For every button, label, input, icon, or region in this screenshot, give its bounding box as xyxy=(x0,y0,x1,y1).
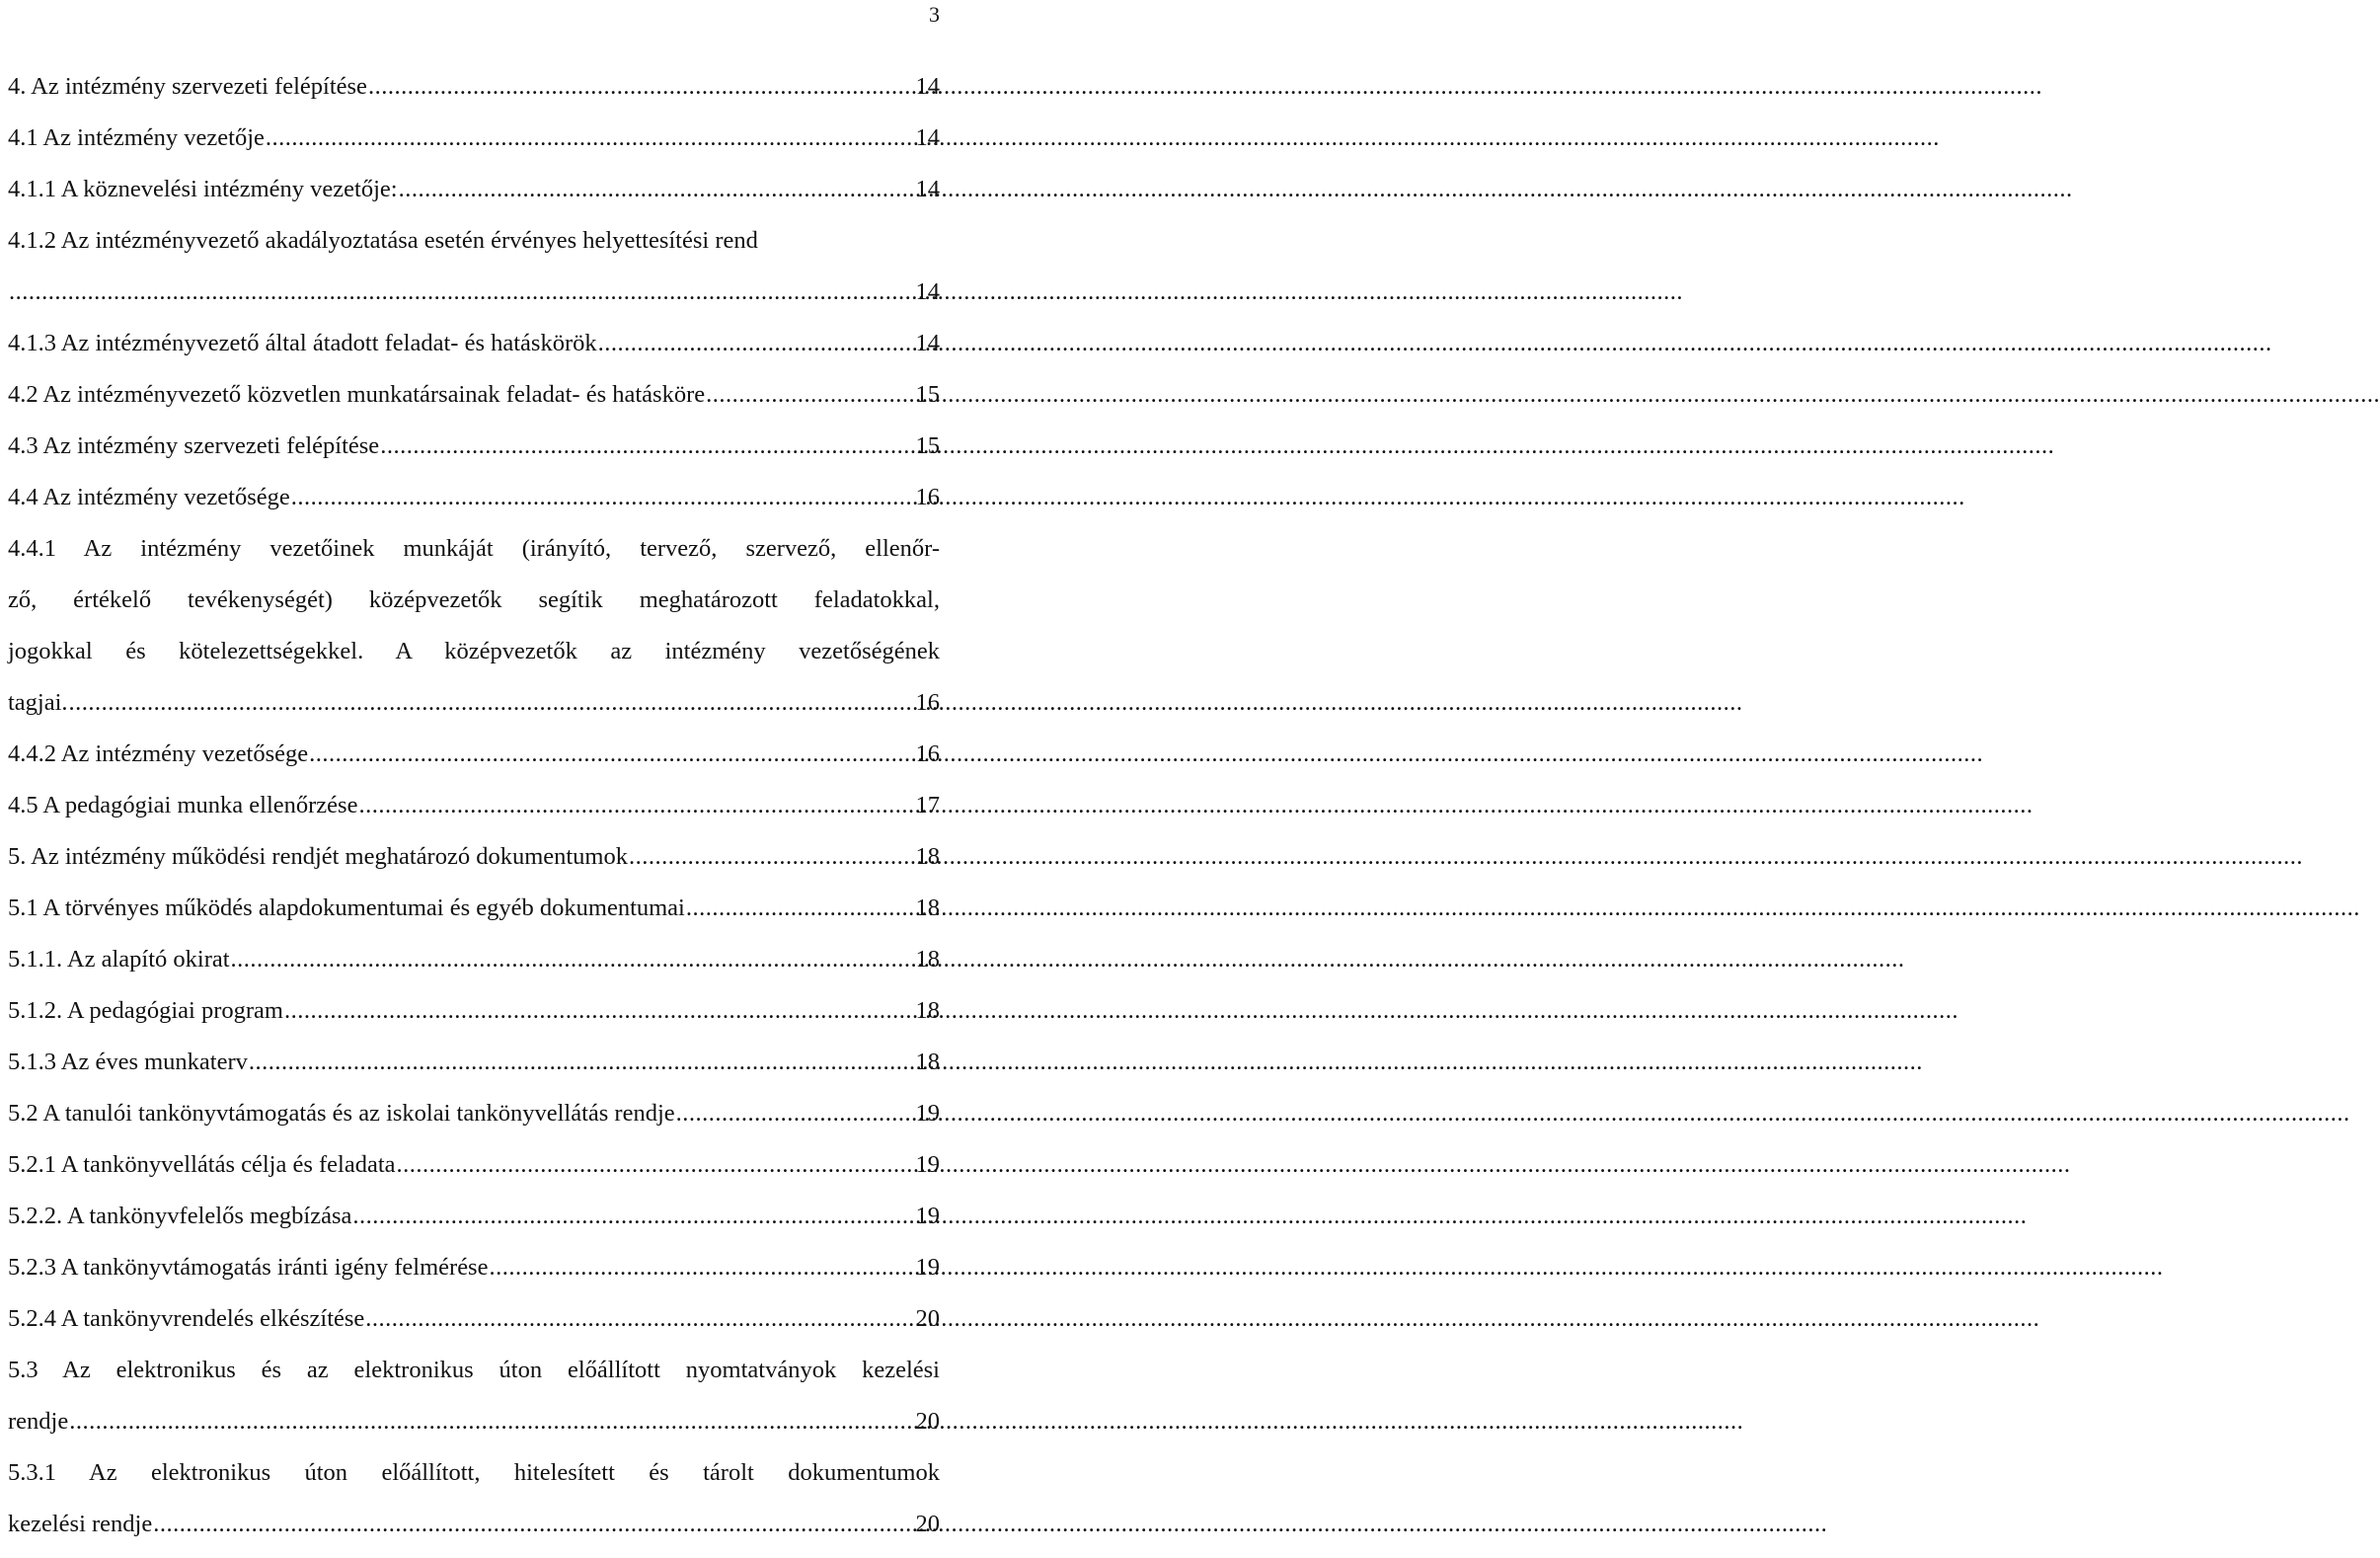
toc-page-number: 20 xyxy=(915,1305,940,1332)
toc-entry-title: 5.1 A törvényes működés alapdokumentumai és egyéb dokumentumai xyxy=(8,895,685,921)
toc-page-number: 16 xyxy=(915,689,940,716)
dot-leader xyxy=(629,831,915,883)
dot-leader xyxy=(489,1242,914,1293)
toc-page-number: 19 xyxy=(915,1100,940,1127)
toc-entry-title-line: 4.4.1 Az intézmény vezetőinek munkáját (irányító, tervező, szervező, ellenőr- xyxy=(8,535,940,562)
toc-page-number: 18 xyxy=(915,1049,940,1075)
toc-page-number: 14 xyxy=(915,278,940,305)
toc-entry[interactable] xyxy=(8,831,940,883)
toc-page-number: 20 xyxy=(915,1408,940,1435)
toc-entry[interactable] xyxy=(8,1242,940,1293)
toc-entry[interactable] xyxy=(8,113,940,164)
toc-entry[interactable] xyxy=(8,780,940,831)
toc-entry[interactable] xyxy=(8,421,940,472)
toc-entry-title: 4.4.2 Az intézmény vezetősége xyxy=(8,740,309,767)
toc-entry-continuation[interactable] xyxy=(8,1499,940,1550)
toc-entry-title-line: 5.3 Az elektronikus és az elektronikus úton előállított nyomtatványok kezelési xyxy=(8,1357,940,1383)
toc-entry-title: kezelési rendje xyxy=(8,1511,153,1537)
toc-page-number: 14 xyxy=(915,330,940,356)
toc-entry[interactable] xyxy=(8,318,940,369)
toc-entry[interactable] xyxy=(8,1139,940,1191)
dot-leader xyxy=(249,1037,915,1088)
dot-leader xyxy=(284,985,915,1037)
dot-leader xyxy=(706,369,914,421)
dot-leader xyxy=(598,318,915,369)
toc-entry-title: 4.1.3 Az intézményvezető által átadott feladat- és hatáskörök xyxy=(8,330,597,356)
toc-entry-title: 5.1.3 Az éves munkaterv xyxy=(8,1049,248,1075)
toc-entry-title: 5.2.1 A tankönyvellátás célja és feladata xyxy=(8,1151,396,1178)
toc-entry[interactable] xyxy=(8,61,940,113)
toc-entry-title: 4.3 Az intézmény szervezeti felépítése xyxy=(8,432,380,459)
dot-leader xyxy=(291,472,915,523)
toc-entry-title: 5.2 A tanulói tankönyvtámogatás és az iskolai tankönyvellátás rendje xyxy=(8,1100,675,1127)
toc-entry-title: 4.1.2 Az intézményvezető akadályoztatása esetén érvényes helyettesítési rend xyxy=(8,227,758,254)
toc-entry-title: 4.2 Az intézményvezető közvetlen munkatársainak feladat- és hatásköre xyxy=(8,381,706,408)
toc-page-number: 14 xyxy=(915,73,940,100)
dot-leader xyxy=(399,164,915,215)
toc-entry-title: 5.1.2. A pedagógiai program xyxy=(8,997,283,1024)
toc-page-number: 19 xyxy=(915,1151,940,1178)
dot-leader xyxy=(231,934,915,985)
toc-entry-continuation[interactable] xyxy=(8,267,940,318)
toc-entry-title: 5.2.2. A tankönyvfelelős megbízása xyxy=(8,1203,352,1229)
toc-entry[interactable] xyxy=(8,1293,940,1345)
toc-entry-title: 5.1.1. Az alapító okirat xyxy=(8,946,230,973)
toc-entry[interactable] xyxy=(8,369,940,421)
dot-leader xyxy=(309,729,914,780)
toc-entry[interactable] xyxy=(8,985,940,1037)
toc-page-number: 15 xyxy=(915,381,940,408)
toc-entry-title: tagjai. xyxy=(8,689,68,716)
toc-entry[interactable] xyxy=(8,164,940,215)
toc-page-number: 20 xyxy=(915,1511,940,1537)
dot-leader xyxy=(397,1139,915,1191)
toc-page-number: 17 xyxy=(915,792,940,818)
toc-entry[interactable] xyxy=(8,934,940,985)
dot-leader xyxy=(153,1499,914,1550)
toc-entry-title: 4.1 Az intézmény vezetője xyxy=(8,124,265,151)
table-of-contents xyxy=(8,61,940,1550)
dot-leader xyxy=(358,780,914,831)
dot-leader xyxy=(9,267,915,318)
page-number: 3 xyxy=(929,2,940,27)
dot-leader xyxy=(69,1396,914,1447)
toc-entry[interactable] xyxy=(8,523,940,575)
toc-entry-continuation[interactable] xyxy=(8,1396,940,1447)
toc-entry-title: 4. Az intézmény szervezeti felépítése xyxy=(8,73,367,100)
toc-entry-continuation[interactable] xyxy=(8,677,940,729)
toc-page-number: 15 xyxy=(915,432,940,459)
toc-page-number: 16 xyxy=(915,740,940,767)
toc-page-number: 19 xyxy=(915,1254,940,1281)
toc-entry-title: 5.2.4 A tankönyvrendelés elkészítése xyxy=(8,1305,365,1332)
toc-entry[interactable] xyxy=(8,883,940,934)
toc-page-number: 18 xyxy=(915,895,940,921)
toc-entry-continuation[interactable] xyxy=(8,626,940,677)
toc-entry-title-line: ző, értékelő tevékenységét) középvezetők segítik meghatározott feladatokkal, xyxy=(8,586,940,613)
dot-leader xyxy=(380,421,914,472)
dot-leader xyxy=(365,1293,914,1345)
toc-entry-continuation[interactable] xyxy=(8,575,940,626)
toc-entry[interactable] xyxy=(8,215,940,267)
dot-leader xyxy=(676,1088,915,1139)
toc-entry[interactable] xyxy=(8,1037,940,1088)
toc-page-number: 16 xyxy=(915,484,940,510)
toc-entry[interactable] xyxy=(8,1447,940,1499)
toc-entry[interactable] xyxy=(8,472,940,523)
toc-entry-title-line: jogokkal és kötelezettségekkel. A középvezetők az intézmény vezetőségének xyxy=(8,638,940,664)
toc-entry-title: 4.1.1 A köznevelési intézmény vezetője: xyxy=(8,176,398,202)
dot-leader xyxy=(266,113,915,164)
toc-page-number: 18 xyxy=(915,843,940,870)
dot-leader xyxy=(686,883,915,934)
toc-entry[interactable] xyxy=(8,729,940,780)
toc-entry-title: 4.4 Az intézmény vezetősége xyxy=(8,484,290,510)
dot-leader xyxy=(352,1191,914,1242)
toc-page-number: 19 xyxy=(915,1203,940,1229)
toc-entry-title: 5. Az intézmény működési rendjét meghatározó dokumentumok xyxy=(8,843,628,870)
toc-page-number: 14 xyxy=(915,176,940,202)
toc-entry-title: 4.5 A pedagógiai munka ellenőrzése xyxy=(8,792,358,818)
dot-leader xyxy=(69,677,915,729)
toc-entry-title: rendje xyxy=(8,1408,69,1435)
toc-entry[interactable] xyxy=(8,1088,940,1139)
toc-entry-title-line: 5.3.1 Az elektronikus úton előállított, hitelesített és tárolt dokumentumok xyxy=(8,1459,940,1486)
toc-entry-title: 5.2.3 A tankönyvtámogatás iránti igény felmérése xyxy=(8,1254,489,1281)
dot-leader xyxy=(368,61,915,113)
toc-page-number: 18 xyxy=(915,997,940,1024)
toc-entry[interactable] xyxy=(8,1191,940,1242)
toc-entry[interactable] xyxy=(8,1345,940,1396)
toc-page-number: 14 xyxy=(915,124,940,151)
toc-page-number: 18 xyxy=(915,946,940,973)
